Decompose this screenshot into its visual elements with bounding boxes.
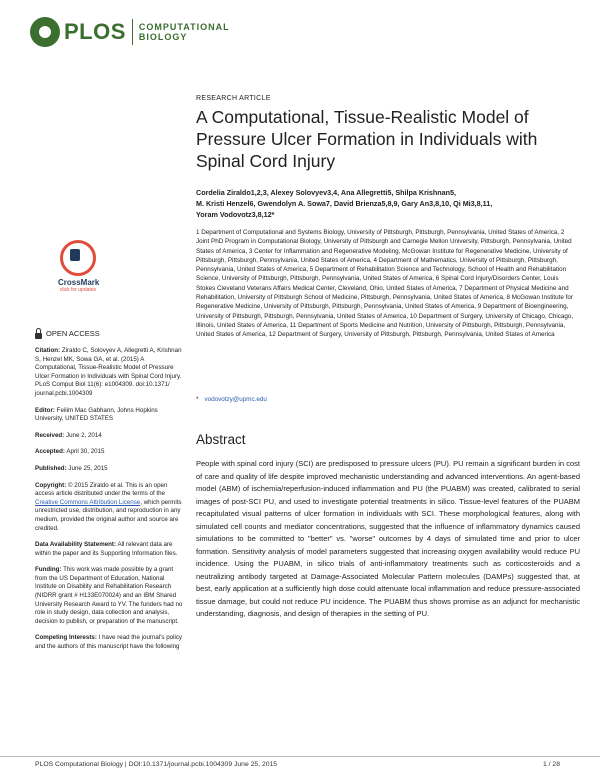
data-text: All relevant data are within the paper and its Supporting Information files.: [35, 541, 178, 557]
page-number: 1 / 28: [542, 761, 560, 768]
published: [35, 465, 185, 474]
open-access-badge: [35, 330, 185, 339]
data-availability: [35, 541, 185, 558]
abstract-heading: Abstract: [196, 432, 246, 447]
article-metadata: [35, 330, 185, 660]
authors-line-2: M. Kristi Henzel6, Gwendolyn A. Sowa7, David Brienza5,8,9, Gary An3,8,10, Qi Mi3,8,11,: [196, 199, 493, 208]
crossmark-badge[interactable]: [58, 240, 98, 293]
abstract-text: People with spinal cord injury (SCI) are predisposed to pressure ulcers (PU). PU remain a significant burden in cost of care and quality of life despite improved mechanistic understanding and advanced interventions. An agent-based model (ABM) of ischemia/reperfusion-induced inflammation and PU (the PUABM) was created, calibrated to serial images of post-SCI PU, and used to investigate potential treatments in silico. Tissue-level features of the PUABM recapitulated visual patterns of ulcer formation in individuals with SCI. These morphological features, along with simulated cell counts and mediator concentrations, suggested that the influence of inflammatory dynamics caused simulations to be committed to "better" vs. "worse" outcomes by 4 days of simulated time and prior to ulcer formation. Sensitivity analysis of model parameters suggested that increasing oxygen availability would reduce PU incidence. Using the PUABM, in silico trials of anti-inflammatory treatments such as corticosteroids and a neutralizing antibody targeted at Damage-Associated Molecular Pattern molecules (DAMPs) suggested that, at best, early application at a sufficiently high dose could attenuate local inflammation and reduce pressure-associated tissue damage, but could not reduce PU incidence. The PUABM thus shows promise as an adjunct for mechanistic understanding, diagnosis, and design of therapies in the setting of PU.: [196, 459, 580, 618]
competing-interests: [35, 634, 185, 651]
license-link[interactable]: Creative Commons Attribution License: [35, 498, 141, 506]
journal-name: [139, 22, 230, 42]
article-title: A Computational, Tissue-Realistic Model of Pressure Ulcer Formation in Individuals with Spinal Cord Injury: [196, 107, 538, 171]
accepted-text: April 30, 2015: [66, 448, 105, 456]
accepted-label: Accepted:: [35, 448, 65, 456]
footer-divider: [0, 756, 600, 757]
editor: [35, 407, 185, 424]
copyright-text-b: , which permits unrestricted use, distribution, and reproduction in any medium, provided the original author and source are credited.: [35, 498, 182, 532]
copyright-label: Copyright:: [35, 481, 67, 489]
corresponding-email[interactable]: [196, 396, 267, 403]
logo-divider: [132, 19, 133, 45]
journal-name-line1: COMPUTATIONAL: [138, 22, 230, 32]
crossmark-label: CrossMark: [58, 278, 100, 287]
citation-label: Citation:: [35, 347, 61, 354]
competing-label: Competing Interests:: [35, 634, 97, 642]
crossmark-sub: click for updates: [59, 287, 97, 293]
received-label: Received:: [35, 431, 65, 439]
funding-text: This work was made possible by a grant from the US Department of Education, National Institute on Disability and Rehabilitation Research (NIDRR grant # H133E070024) and an IBM Shared University Research Award to YV. The funders had no role in study design, data collection and analysis, decision to publish, or preparation of the manuscript.: [35, 566, 183, 625]
editor-text: Feilim Mac Gabhann, Johns Hopkins University, UNITED STATES: [35, 406, 158, 423]
author-list: [196, 187, 576, 220]
journal-name-line2: BIOLOGY: [138, 32, 188, 42]
journal-logo[interactable]: [30, 14, 230, 50]
affiliations: 1 Department of Computational and Systems Biology, University of Pittsburgh, Pittsburgh, Pennsylvania, United States of America, 2 Joint PhD Program in Computational Biology, University of Pittsburgh and Carnegie Mellon University, Pittsburgh, Pennsylvania, United States of America, 3 Center for Inflammation and Regenerative Modeling, McGowan Institute for Regenerative Medicine, University of Pittsburgh, Pittsburgh, Pennsylvania, United States of America, 4 Department of Mathematics, University of Pittsburgh, Pittsburgh, Pennsylvania, United States of America, 5 Department of Rehabilitation Science and Technology, School of Health and Rehabilitation Science, University of Pittsburgh, Pittsburgh, Pennsylvania, United States of America, 6 Spinal Cord Injury/Disorders Center, Louis Stokes Cleveland Veterans Affairs Medical Center, Cleveland, Ohio, United States of America, 7 Department of Physical Medicine and Rehabilitation, University of Pittsburgh School of Medicine, Pittsburgh, Pennsylvania, United States of America, 8 McGowan Institute for Regenerative Medicine, University of Pittsburgh, Pittsburgh, Pennsylvania, United States of America, 9 Department of Bioengineering, University of Pittsburgh, Pittsburgh, Pennsylvania, United States of America, 10 Department of Surgery, University of Chicago, Chicago, Illinois, United States of America, 11 Department of Sports Medicine and Nutrition, University of Pittsburgh, Pittsburgh, Pennsylvania, United States of America, 12 Department of Surgery, University of Pittsburgh, Pittsburgh, Pennsylvania, United States of America: [196, 229, 574, 339]
funding-label: Funding:: [35, 566, 62, 574]
published-text: June 25, 2015: [68, 464, 108, 472]
citation: [35, 347, 185, 399]
data-label: Data Availability Statement:: [35, 541, 117, 549]
brand-name: PLOS: [64, 19, 126, 44]
plos-logo-icon: [30, 17, 60, 47]
received: [35, 432, 185, 441]
published-label: Published:: [35, 464, 67, 472]
received-text: June 2, 2014: [65, 431, 102, 439]
footer-citation: PLOS Computational Biology | DOI:10.1371/journal.pcbi.1004309 June 25, 2015: [35, 761, 278, 768]
email-link[interactable]: vodovotzy@upmc.edu: [204, 396, 267, 403]
copyright-text-a: © 2015 Ziraldo et al. This is an open access article distributed under the terms of the: [35, 481, 168, 498]
funding: [35, 566, 185, 626]
editor-label: Editor:: [35, 406, 55, 414]
crossmark-icon: [60, 240, 96, 276]
article-type: RESEARCH ARTICLE: [196, 95, 271, 102]
copyright: [35, 482, 185, 534]
citation-text: Ziraldo C, Solovyev A, Allegretti A, Krishnan S, Henzel MK, Sowa GA, et al. (2015) A Computational, Tissue-Realistic Model of Pressure Ulcer Formation in Individuals with Spinal Cord Injury. PLoS Comput Biol 11(6): e1004309. doi:10.1371/ journal.pcbi.1004309: [35, 347, 182, 397]
open-access-label: OPEN ACCESS: [46, 329, 100, 339]
accepted: [35, 448, 185, 457]
corresponding-star: *: [196, 396, 199, 403]
competing-text: I have read the journal's policy and the authors of this manuscript have the following: [35, 634, 183, 651]
authors-line-3: Yoram Vodovotz3,8,12*: [196, 210, 275, 219]
open-lock-icon: [35, 333, 42, 339]
authors-line-1: Cordelia Ziraldo1,2,3, Alexey Solovyev3,4, Ana Allegretti5, Shilpa Krishnan5,: [196, 188, 457, 197]
